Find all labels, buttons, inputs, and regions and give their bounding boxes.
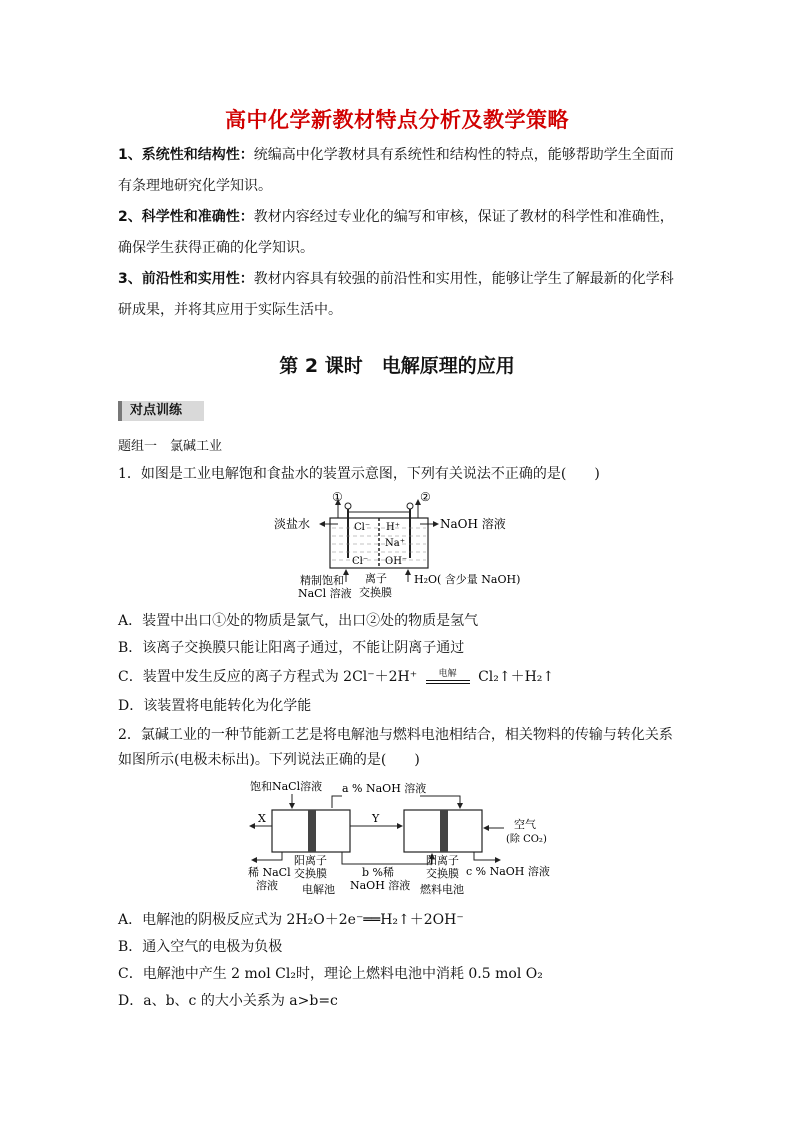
left-outlet-label: 淡盐水 bbox=[274, 517, 311, 531]
page-title: 高中化学新教材特点分析及教学策略 bbox=[225, 108, 569, 132]
right-outlet-label: NaOH 溶液 bbox=[440, 517, 506, 531]
mem2-label-2: 交换膜 bbox=[426, 867, 459, 880]
mem1-label-2: 交换膜 bbox=[294, 867, 327, 880]
top-mid-label: a % NaOH 溶液 bbox=[342, 782, 427, 795]
c-out-label: c % NaOH 溶液 bbox=[466, 865, 550, 878]
membrane-label-2: 交换膜 bbox=[359, 586, 392, 599]
left-inlet-label-1: 精制饱和 bbox=[300, 574, 344, 587]
ion-h: H⁺ bbox=[386, 522, 400, 533]
cation-membrane-2 bbox=[440, 810, 448, 852]
ion-na: Na⁺ bbox=[385, 538, 405, 549]
outlet-1-label: ① bbox=[332, 490, 343, 504]
loop-left bbox=[332, 796, 342, 808]
cell1-label: 电解池 bbox=[302, 883, 335, 896]
intro-label: 2、科学性和准确性： bbox=[118, 209, 254, 225]
b-label-1: b %稀 bbox=[362, 866, 394, 879]
c-naoh-outlet bbox=[474, 852, 500, 860]
equals-sign bbox=[426, 680, 470, 684]
b-naoh-transfer bbox=[342, 852, 432, 864]
out-left-label-2: 溶液 bbox=[256, 879, 278, 892]
lesson-title: 第 2 课时 电解原理的应用 bbox=[279, 355, 515, 377]
section-badge: 对点训练 bbox=[118, 401, 204, 421]
y-label: Y bbox=[372, 812, 380, 825]
electrolysis-cell-diagram bbox=[268, 488, 538, 600]
anode-terminal-icon bbox=[345, 503, 351, 509]
q2-stem: 2．氯碱工业的一种节能新工艺是将电解池与燃料电池相结合，相关物料的传输与转化关系如图所示(电极未标出)。下列说法正确的是( ) bbox=[118, 727, 673, 768]
air-label-1: 空气 bbox=[514, 818, 536, 831]
q1-option-d: D．该装置将电能转化为化学能 bbox=[118, 698, 312, 714]
air-label-2: (除 CO₂) bbox=[506, 834, 547, 845]
q1-option-c bbox=[118, 667, 686, 687]
ion-cl-bottom: Cl⁻ bbox=[352, 556, 369, 567]
condition-label: 电解 bbox=[438, 669, 457, 679]
q2-option-c: C．电解池中产生 2 mol Cl₂时，理论上燃料电池中消耗 0.5 mol O₂ bbox=[118, 966, 543, 982]
q2-option-d: D．a、b、c 的大小关系为 a>b=c bbox=[118, 993, 338, 1009]
out-left-label-1: 稀 NaCl bbox=[248, 866, 291, 879]
outlet-2-label: ② bbox=[420, 490, 431, 504]
top-left-label: 饱和NaCl溶液 bbox=[250, 780, 323, 793]
intro-label: 1、系统性和结构性： bbox=[118, 147, 254, 163]
q1-option-c-text: C．装置中发生反应的离子方程式为 2Cl⁻＋2H⁺ bbox=[118, 669, 418, 685]
mem2-label-1: 阳离子 bbox=[426, 854, 459, 867]
intro-text: 统编高中化学教材具有系统性和结构性的特点，能够帮助学生全面而有条理地研究化学知识。 bbox=[118, 147, 674, 194]
left-inlet-label-2: NaCl 溶液 bbox=[298, 587, 352, 600]
q2-option-a: A．电解池的阴极反应式为 2H₂O＋2e⁻══H₂↑＋2OH⁻ bbox=[118, 912, 464, 928]
q2-option-b: B．通入空气的电极为负极 bbox=[118, 939, 283, 955]
cell2-label: 燃料电池 bbox=[420, 883, 464, 896]
intro-label: 3、前沿性和实用性： bbox=[118, 271, 254, 287]
intro-point-2 bbox=[118, 202, 686, 264]
dilute-nacl-outlet bbox=[252, 852, 282, 860]
mem1-label-1: 阳离子 bbox=[294, 854, 327, 867]
cathode-terminal-icon bbox=[407, 503, 413, 509]
intro-text: 教材内容经过专业化的编写和审核，保证了教材的科学性和准确性，确保学生获得正确的化学知识。 bbox=[118, 209, 674, 256]
q1-option-c-products: Cl₂↑＋H₂↑ bbox=[478, 669, 555, 685]
electrolysis-fuel-cell-diagram bbox=[242, 778, 562, 902]
q1-option-b: B．该离子交换膜只能让阳离子通过，不能让阴离子通过 bbox=[118, 640, 465, 656]
ion-oh: OH⁻ bbox=[385, 556, 408, 567]
electrolysis-condition bbox=[426, 670, 470, 684]
q1-stem: 1．如图是工业电解饱和食盐水的装置示意图，下列有关说法不正确的是( ) bbox=[118, 466, 600, 482]
x-label: X bbox=[258, 812, 266, 825]
q1-option-a: A．装置中出口①处的物质是氯气，出口②处的物质是氢气 bbox=[118, 613, 479, 629]
intro-point-1 bbox=[118, 140, 686, 202]
intro-point-3 bbox=[118, 264, 686, 326]
b-label-2: NaOH 溶液 bbox=[350, 879, 411, 892]
loop-right-arrow bbox=[420, 796, 460, 808]
group-title: 题组一 氯碱工业 bbox=[118, 439, 223, 454]
intro-text: 教材内容具有较强的前沿性和实用性，能够让学生了解最新的化学科研成果，并将其应用于实际生活中。 bbox=[118, 271, 674, 318]
cation-membrane-1 bbox=[308, 810, 316, 852]
membrane-label-1: 离子 bbox=[365, 572, 387, 585]
ion-cl-top: Cl⁻ bbox=[354, 522, 371, 533]
right-inlet-label: H₂O( 含少量 NaOH) bbox=[414, 573, 521, 586]
